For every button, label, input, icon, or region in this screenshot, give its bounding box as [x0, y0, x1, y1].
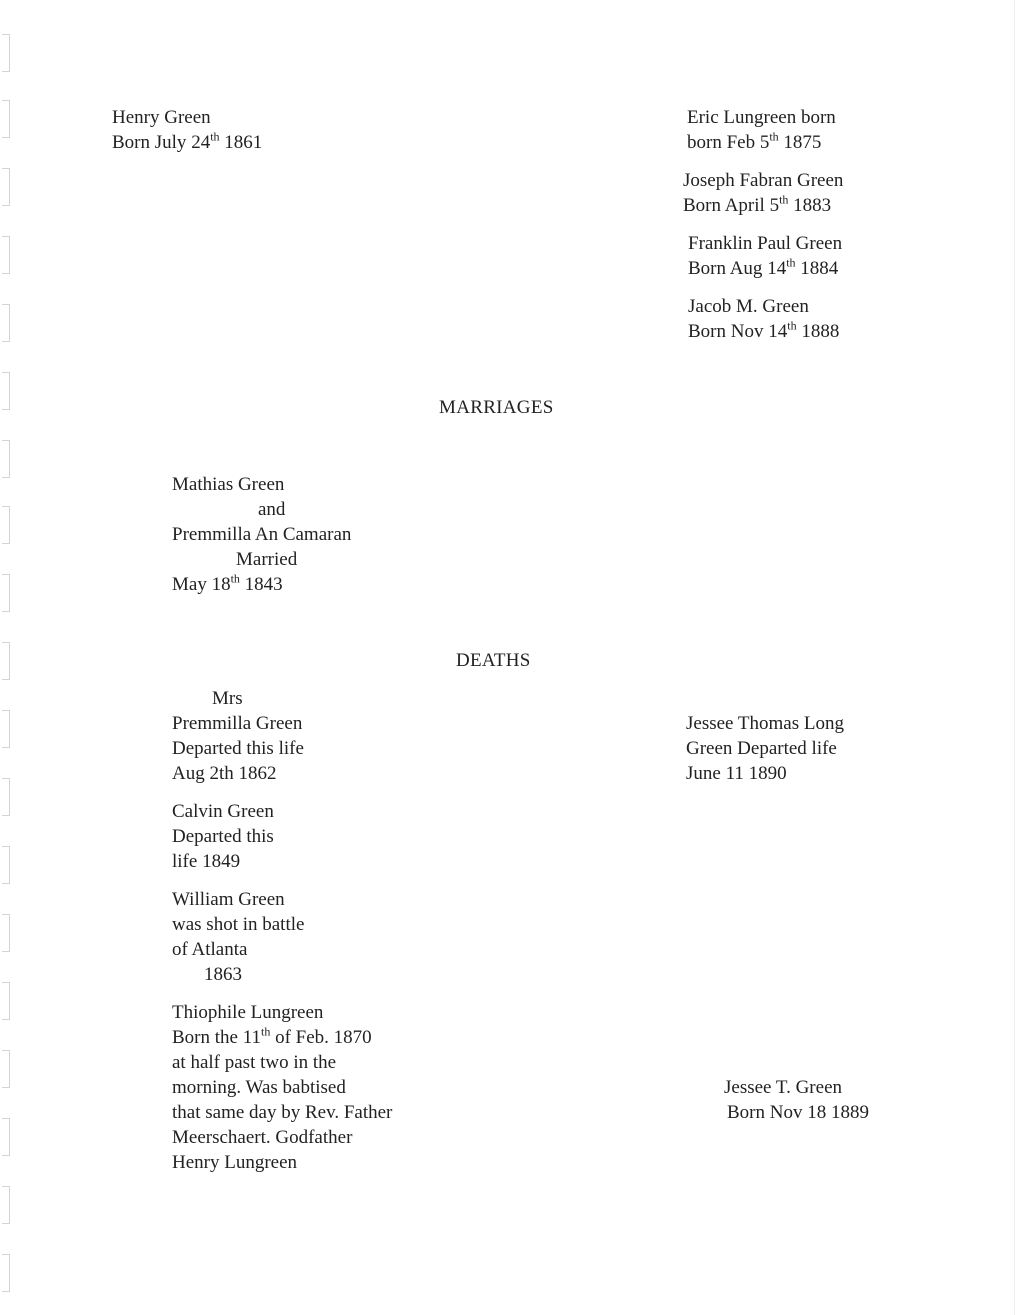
- binding-hole: [2, 1050, 10, 1088]
- entry-line: 1863: [204, 964, 242, 985]
- binding-hole: [2, 778, 10, 816]
- birth-entry-franklin: [688, 231, 842, 281]
- entry-line: Premmilla Green: [172, 713, 303, 734]
- marriage-entry: [172, 472, 351, 597]
- birth-entry-joseph: [683, 168, 843, 218]
- binding-hole: [2, 710, 10, 748]
- entry-line: Jacob M. Green: [688, 296, 809, 317]
- death-entry-premmilla: [172, 686, 304, 786]
- entry-line: Born the 11th of Feb. 1870: [172, 1024, 372, 1048]
- entry-line: born Feb 5th 1875: [687, 129, 822, 153]
- birth-entry-eric: [687, 105, 836, 155]
- entry-line: Green Departed life: [686, 738, 837, 759]
- entry-line: William Green: [172, 889, 285, 910]
- binding-hole: [2, 574, 10, 612]
- binding-hole: [2, 236, 10, 274]
- entry-line: Henry Lungreen: [172, 1152, 298, 1173]
- binding-hole: [2, 100, 10, 138]
- entry-line: and: [258, 499, 286, 520]
- entry-line: Born April 5th 1883: [683, 192, 832, 216]
- entry-line: Born Nov 18 1889: [727, 1102, 869, 1123]
- death-entry-jessee-long: [686, 711, 844, 786]
- entry-line: Mrs: [212, 688, 243, 709]
- binding-hole: [2, 34, 10, 72]
- binding-hole: [2, 846, 10, 884]
- page-edge: [1014, 0, 1015, 1315]
- birth-entry-henry: [112, 105, 262, 155]
- entry-line: Jessee T. Green: [724, 1077, 842, 1098]
- death-entry-calvin: [172, 799, 274, 874]
- entry-line: life 1849: [172, 851, 241, 872]
- entry-line: Premmilla An Camaran: [172, 524, 352, 545]
- entry-line: May 18th 1843: [172, 571, 283, 595]
- entry-line: Eric Lungreen born: [687, 107, 836, 128]
- entry-line: of Atlanta: [172, 939, 248, 960]
- marriages-heading: MARRIAGES: [439, 397, 554, 418]
- entry-line: Joseph Fabran Green: [683, 170, 844, 191]
- binding-hole: [2, 1254, 10, 1292]
- entry-line: Departed this: [172, 826, 274, 847]
- entry-line: Mathias Green: [172, 474, 285, 495]
- binding-hole: [2, 1186, 10, 1224]
- entry-line: Born Aug 14th 1884: [688, 255, 839, 279]
- entry-line: Henry Green: [112, 107, 211, 128]
- entry-line: Meerschaert. Godfather: [172, 1127, 353, 1148]
- binding-hole: [2, 1118, 10, 1156]
- entry-line: Born July 24th 1861: [112, 129, 263, 153]
- entry-line: Franklin Paul Green: [688, 233, 843, 254]
- binding-hole: [2, 506, 10, 544]
- binding-hole: [2, 642, 10, 680]
- entry-line: Jessee Thomas Long: [686, 713, 844, 734]
- entry-line: Thiophile Lungreen: [172, 1002, 324, 1023]
- binding-hole: [2, 304, 10, 342]
- birth-entry-jessee-t: [724, 1075, 869, 1125]
- entry-line: morning. Was babtised: [172, 1077, 346, 1098]
- binding-hole: [2, 372, 10, 410]
- entry-line: at half past two in the: [172, 1052, 337, 1073]
- entry-line: Calvin Green: [172, 801, 274, 822]
- entry-line: Departed this life: [172, 738, 304, 759]
- binding-hole: [2, 914, 10, 952]
- birth-entry-thiophile: [172, 1000, 392, 1175]
- binding-hole: [2, 982, 10, 1020]
- birth-entry-jacob: [688, 294, 839, 344]
- deaths-heading: DEATHS: [456, 650, 531, 671]
- entry-line: that same day by Rev. Father: [172, 1102, 393, 1123]
- binding-hole: [2, 440, 10, 478]
- binding-hole: [2, 168, 10, 206]
- death-entry-william: [172, 887, 304, 987]
- entry-line: Aug 2th 1862: [172, 763, 277, 784]
- entry-line: was shot in battle: [172, 914, 305, 935]
- entry-line: June 11 1890: [686, 763, 787, 784]
- entry-line: Married: [236, 549, 298, 570]
- entry-line: Born Nov 14th 1888: [688, 318, 840, 342]
- binding-holes: [0, 0, 14, 1315]
